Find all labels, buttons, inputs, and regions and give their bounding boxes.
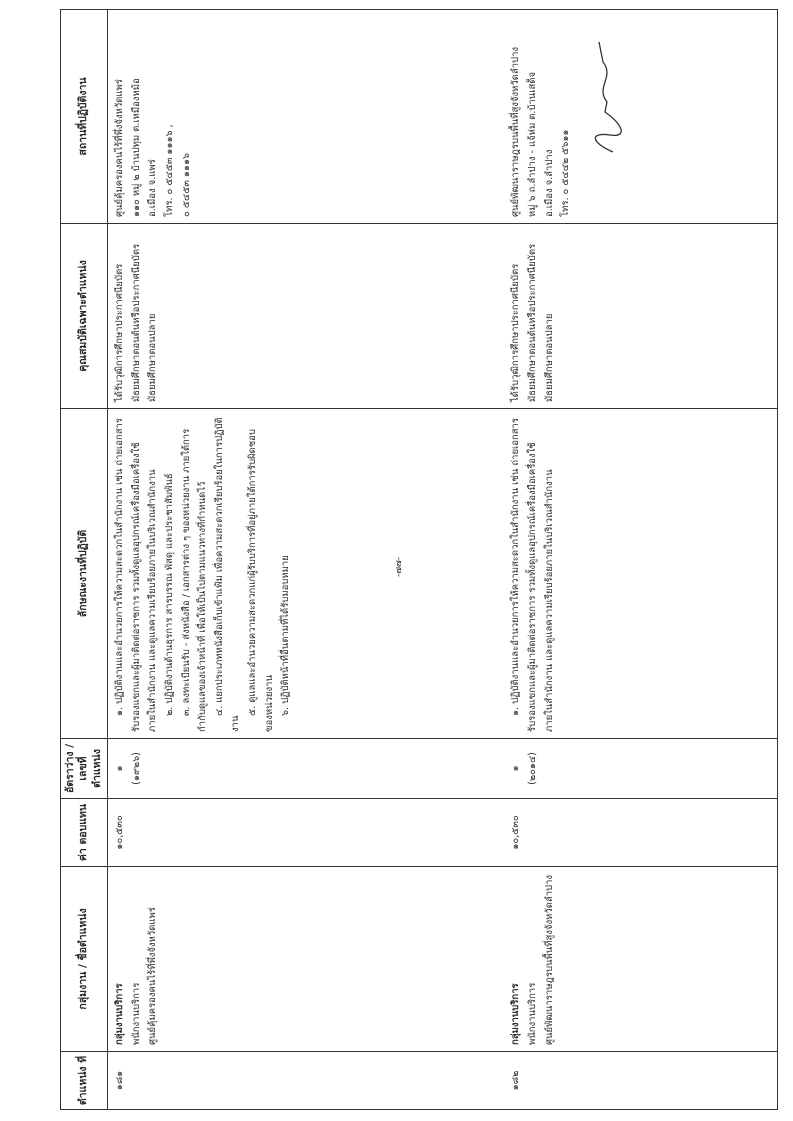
workplace-line: อ.เมือง จ.ลำปาง (543, 149, 555, 217)
duty-item: ๒. ปฏิบัติงานด้านธุรการ สารบรรณ พัสดุ และประชาสัมพันธ์ (163, 473, 175, 716)
table-row (504, 10, 777, 1110)
rate-cell (504, 739, 777, 799)
rate-count: ๑ (114, 765, 125, 772)
workplace-line: โทร. ๐ ๕๔๔๒ ๕๖๑๑ (560, 129, 572, 217)
position-table (60, 9, 778, 1110)
duties-cell (504, 409, 777, 739)
header-duties: ลักษณะงานที่ปฏิบัติ (61, 409, 108, 739)
duty-item: ๑. ปฏิบัติงานและอำนวยการให้ความสะดวกในสำนักงาน เช่น ถ่ายเอกสาร รับรองแขกและผู้มาติดต่อราชการ รวมทั้งดูแลอุปกรณ์เครื่องมือเครื่องใช้ภายในสำนักงาน และดูแลความเรียบร้อยภายในบริเวณสำนักงาน (114, 418, 159, 732)
rate-cell (108, 739, 505, 799)
duties-cell (108, 409, 505, 739)
table-row (108, 10, 505, 1110)
duty-item: ๑. ปฏิบัติงานและอำนวยการให้ความสะดวกในสำนักงาน เช่น ถ่ายเอกสาร รับรองแขกและผู้มาติดต่อราชการ รวมทั้งดูแลอุปกรณ์เครื่องมือเครื่องใช้ภายในสำนักงาน และดูแลความเรียบร้อยภายในบริเวณสำนักงาน (510, 418, 555, 732)
workplace-line: ศูนย์พัฒนาราษฎรบนพื้นที่สูงจังหวัดลำปาง (510, 46, 522, 217)
header-workplace: สถานที่ปฏิบัติงาน (61, 10, 108, 224)
header-group-position: กลุ่มงาน / ชื่อตำแหน่ง (61, 867, 108, 1052)
qualification: ได้รับวุฒิการศึกษาประกาศนียบัตรมัธยมศึกษาตอนต้นหรือประกาศนียบัตรมัธยมศึกษาตอนปลาย (504, 224, 777, 409)
workplace-line: ๐ ๕๔๕๓ ๑๑๑๖ (180, 152, 192, 217)
header-qualifications: คุณสมบัติเฉพาะตำแหน่ง (61, 224, 108, 409)
workplace-cell (108, 10, 505, 224)
header-position-no: ตำแหน่ง ที่ (61, 1052, 108, 1110)
workplace-line: อ.เมือง จ.แพร่ (147, 159, 159, 217)
duty-item: ๕. ดูแลและอำนวยความสะดวกแก่ผู้รับบริการที่อยู่ภายใต้การรับผิดชอบของหน่วยงาน (247, 429, 275, 732)
header-wage: ค่า ตอบแทน (61, 799, 108, 867)
workplace-cell (504, 10, 777, 224)
header-row (61, 10, 108, 1110)
rate-count: ๑ (510, 765, 522, 772)
duty-item: ๔. แยกประเภทหนังสือเก็บเข้าแฟ้ม เพื่อความสะดวกเรียบร้อยในการปฏิบัติงาน (213, 417, 242, 732)
position-name: พนักงานบริการ (130, 982, 142, 1045)
wage: ๑๐,๕๓๐ (504, 799, 777, 867)
page-number: -๗๗- (394, 556, 405, 578)
unit-name: ศูนย์คุ้มครองคนไร้ที่พึ่งจังหวัดแพร่ (147, 907, 159, 1045)
rotated-table-wrapper (60, 10, 778, 1110)
group-position-cell (504, 867, 777, 1052)
workplace-line: หมู่ ๖ ถ.ลำปาง - แจ้ห่ม ต.บ้านเสด็จ (527, 71, 539, 217)
rate-id: (๑๙๒๖) (130, 752, 142, 785)
unit-name: ศูนย์พัฒนาราษฎรบนพื้นที่สูงจังหวัดลำปาง (543, 874, 555, 1045)
position-no: ๑๘๑ (108, 1052, 505, 1110)
duty-item: ๓. ลงทะเบียนรับ - ส่งหนังสือ / เอกสารต่าง ๆ ของหน่วยงาน ภายใต้การกำกับดูแลของเจ้าหน้าที่ เพื่อให้เป็นไปตามแนวทางที่กำหนดไว้ (180, 428, 209, 732)
wage: ๑๐,๕๓๐ (108, 799, 505, 867)
position-name: พนักงานบริการ (527, 982, 539, 1045)
group-name: กลุ่มงานบริการ (510, 983, 522, 1045)
group-position-cell (108, 867, 505, 1052)
workplace-line: ศูนย์คุ้มครองคนไร้ที่พึ่งจังหวัดแพร่ (114, 79, 125, 217)
duty-item: ๖. ปฏิบัติหน้าที่อื่นตามที่ได้รับมอบหมาย (280, 555, 292, 716)
workplace-line: โทร. ๐ ๕๔๕๓ ๑๑๑๖ , (163, 124, 175, 217)
header-rate: อัตราว่าง / เลขที่ ตำแหน่ง (61, 739, 108, 799)
workplace-line: ๑๑๐ หมู่ ๒ บ้านปทุม ต.เหมืองหม้อ (130, 78, 142, 217)
rate-id: (๒๐๑๔) (527, 752, 539, 785)
position-no: ๑๘๒ (504, 1052, 777, 1110)
signature-icon (585, 37, 625, 157)
qualification: ได้รับวุฒิการศึกษาประกาศนียบัตรมัธยมศึกษาตอนต้นหรือประกาศนียบัตรมัธยมศึกษาตอนปลาย (108, 224, 505, 409)
group-name: กลุ่มงานบริการ (114, 983, 125, 1045)
